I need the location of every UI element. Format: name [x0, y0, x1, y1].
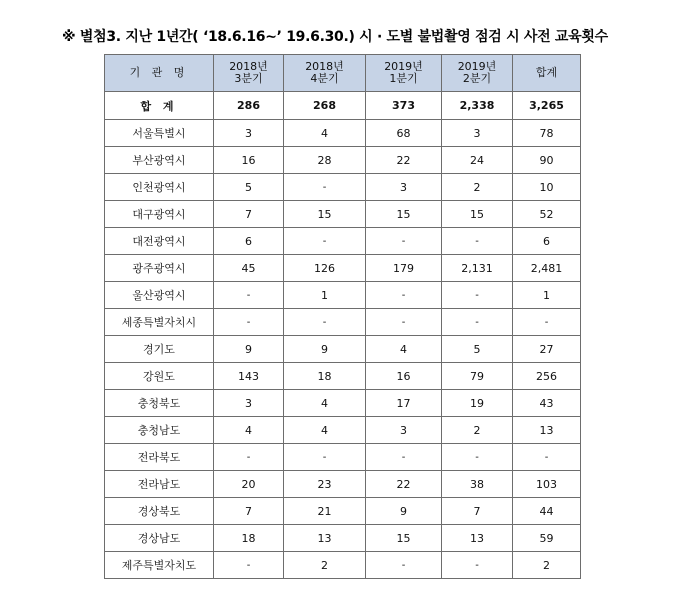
agency-name-cell: 울산광역시: [105, 282, 214, 309]
agency-name-cell: 전라북도: [105, 444, 214, 471]
q1-2019-cell: -: [366, 282, 442, 309]
q4-2018-cell: 28: [284, 147, 366, 174]
table-header: [105, 55, 581, 92]
header-2019-q1: [366, 55, 442, 92]
agency-name-cell: 부산광역시: [105, 147, 214, 174]
agency-name-cell: 충청북도: [105, 390, 214, 417]
document-title: ※ 별첨3. 지난 1년간( ‘18.6.16∼’ 19.6.30.) 시 · 도별 불법촬영 점검 시 사전 교육횟수: [62, 29, 608, 45]
table-row: [105, 228, 581, 255]
q4-2018-cell: -: [284, 309, 366, 336]
table-row: [105, 174, 581, 201]
q4-2018-cell: 4: [284, 390, 366, 417]
agency-name-cell: 합 계: [105, 92, 214, 120]
total-cell: 2,481: [513, 255, 581, 282]
q1-2019-cell: 15: [366, 201, 442, 228]
total-cell: -: [513, 444, 581, 471]
header-year: 2019년: [457, 60, 497, 73]
q4-2018-cell: 268: [284, 92, 366, 120]
q4-2018-cell: 13: [284, 525, 366, 552]
total-cell: 52: [513, 201, 581, 228]
table-row: [105, 255, 581, 282]
q3-2018-cell: 3: [214, 390, 284, 417]
total-cell: 44: [513, 498, 581, 525]
q3-2018-cell: 7: [214, 201, 284, 228]
agency-name-cell: 충청남도: [105, 417, 214, 444]
table-row: [105, 390, 581, 417]
q1-2019-cell: 15: [366, 525, 442, 552]
q3-2018-cell: -: [214, 552, 284, 579]
q4-2018-cell: 2: [284, 552, 366, 579]
header-total: [513, 55, 581, 92]
q3-2018-cell: 5: [214, 174, 284, 201]
header-year: 2018년: [229, 60, 268, 73]
header-2018-q4: [284, 55, 366, 92]
total-cell: 27: [513, 336, 581, 363]
header-2018-q3: [214, 55, 284, 92]
table-row: [105, 525, 581, 552]
q3-2018-cell: 4: [214, 417, 284, 444]
total-cell: 103: [513, 471, 581, 498]
agency-name-cell: 경기도: [105, 336, 214, 363]
q3-2018-cell: 18: [214, 525, 284, 552]
q1-2019-cell: 22: [366, 147, 442, 174]
q1-2019-cell: 373: [366, 92, 442, 120]
q4-2018-cell: 1: [284, 282, 366, 309]
header-year: 2018년: [305, 60, 344, 73]
table-row: [105, 120, 581, 147]
agency-name-cell: 경상북도: [105, 498, 214, 525]
q3-2018-cell: -: [214, 282, 284, 309]
q2-2019-cell: 79: [442, 363, 513, 390]
total-cell: 2: [513, 552, 581, 579]
agency-name-cell: 대전광역시: [105, 228, 214, 255]
header-quarter: 2분기: [462, 72, 492, 85]
total-cell: 90: [513, 147, 581, 174]
q3-2018-cell: 9: [214, 336, 284, 363]
q4-2018-cell: 23: [284, 471, 366, 498]
header-quarter: 3분기: [234, 72, 263, 85]
header-row: [105, 55, 581, 92]
q2-2019-cell: 2,338: [442, 92, 513, 120]
q1-2019-cell: 22: [366, 471, 442, 498]
total-cell: 1: [513, 282, 581, 309]
q1-2019-cell: 16: [366, 363, 442, 390]
q2-2019-cell: 38: [442, 471, 513, 498]
agency-name-cell: 경상남도: [105, 525, 214, 552]
total-cell: 6: [513, 228, 581, 255]
q4-2018-cell: -: [284, 228, 366, 255]
q4-2018-cell: 18: [284, 363, 366, 390]
table-row: [105, 336, 581, 363]
q4-2018-cell: 4: [284, 417, 366, 444]
agency-name-cell: 강원도: [105, 363, 214, 390]
total-cell: -: [513, 309, 581, 336]
table-row: [105, 147, 581, 174]
agency-name-cell: 광주광역시: [105, 255, 214, 282]
header-2019-q2: [442, 55, 513, 92]
table-row: [105, 363, 581, 390]
q2-2019-cell: 2: [442, 174, 513, 201]
q1-2019-cell: -: [366, 228, 442, 255]
q3-2018-cell: 45: [214, 255, 284, 282]
header-quarter: 1분기: [389, 72, 418, 85]
agency-name-cell: 인천광역시: [105, 174, 214, 201]
q3-2018-cell: 16: [214, 147, 284, 174]
table-body: [105, 92, 581, 579]
table-row: [105, 282, 581, 309]
q4-2018-cell: 126: [284, 255, 366, 282]
q1-2019-cell: 68: [366, 120, 442, 147]
q2-2019-cell: -: [442, 552, 513, 579]
q1-2019-cell: 3: [366, 417, 442, 444]
total-row: [105, 92, 581, 120]
q2-2019-cell: -: [442, 444, 513, 471]
header-agency: [105, 55, 214, 92]
q2-2019-cell: 24: [442, 147, 513, 174]
q3-2018-cell: 286: [214, 92, 284, 120]
q4-2018-cell: 21: [284, 498, 366, 525]
q2-2019-cell: 2: [442, 417, 513, 444]
agency-name-cell: 세종특별자치시: [105, 309, 214, 336]
q2-2019-cell: 15: [442, 201, 513, 228]
table-row: [105, 444, 581, 471]
total-cell: 13: [513, 417, 581, 444]
header-quarter: 4분기: [310, 72, 339, 85]
q3-2018-cell: 3: [214, 120, 284, 147]
q2-2019-cell: 5: [442, 336, 513, 363]
q2-2019-cell: 13: [442, 525, 513, 552]
agency-name-cell: 전라남도: [105, 471, 214, 498]
q2-2019-cell: 7: [442, 498, 513, 525]
total-cell: 10: [513, 174, 581, 201]
total-cell: 78: [513, 120, 581, 147]
total-cell: 59: [513, 525, 581, 552]
q1-2019-cell: -: [366, 309, 442, 336]
header-label: 기 관 명: [129, 66, 189, 79]
q3-2018-cell: -: [214, 444, 284, 471]
table-row: [105, 417, 581, 444]
q2-2019-cell: 3: [442, 120, 513, 147]
q4-2018-cell: 9: [284, 336, 366, 363]
q2-2019-cell: 2,131: [442, 255, 513, 282]
q1-2019-cell: 9: [366, 498, 442, 525]
q2-2019-cell: -: [442, 282, 513, 309]
q4-2018-cell: -: [284, 444, 366, 471]
table-row: [105, 552, 581, 579]
q3-2018-cell: 7: [214, 498, 284, 525]
table-row: [105, 498, 581, 525]
agency-name-cell: 서울특별시: [105, 120, 214, 147]
q3-2018-cell: 20: [214, 471, 284, 498]
q1-2019-cell: 17: [366, 390, 442, 417]
q3-2018-cell: 6: [214, 228, 284, 255]
education-count-table: [104, 54, 581, 579]
q4-2018-cell: 4: [284, 120, 366, 147]
q1-2019-cell: 4: [366, 336, 442, 363]
q1-2019-cell: 179: [366, 255, 442, 282]
q2-2019-cell: -: [442, 228, 513, 255]
q4-2018-cell: -: [284, 174, 366, 201]
agency-name-cell: 대구광역시: [105, 201, 214, 228]
q2-2019-cell: 19: [442, 390, 513, 417]
table-row: [105, 201, 581, 228]
q2-2019-cell: -: [442, 309, 513, 336]
q3-2018-cell: 143: [214, 363, 284, 390]
header-label: 합계: [535, 66, 558, 79]
q3-2018-cell: -: [214, 309, 284, 336]
agency-name-cell: 제주특별자치도: [105, 552, 214, 579]
total-cell: 3,265: [513, 92, 581, 120]
table-row: [105, 471, 581, 498]
q4-2018-cell: 15: [284, 201, 366, 228]
q1-2019-cell: 3: [366, 174, 442, 201]
table-row: [105, 309, 581, 336]
header-year: 2019년: [384, 60, 423, 73]
total-cell: 43: [513, 390, 581, 417]
total-cell: 256: [513, 363, 581, 390]
q1-2019-cell: -: [366, 552, 442, 579]
q1-2019-cell: -: [366, 444, 442, 471]
